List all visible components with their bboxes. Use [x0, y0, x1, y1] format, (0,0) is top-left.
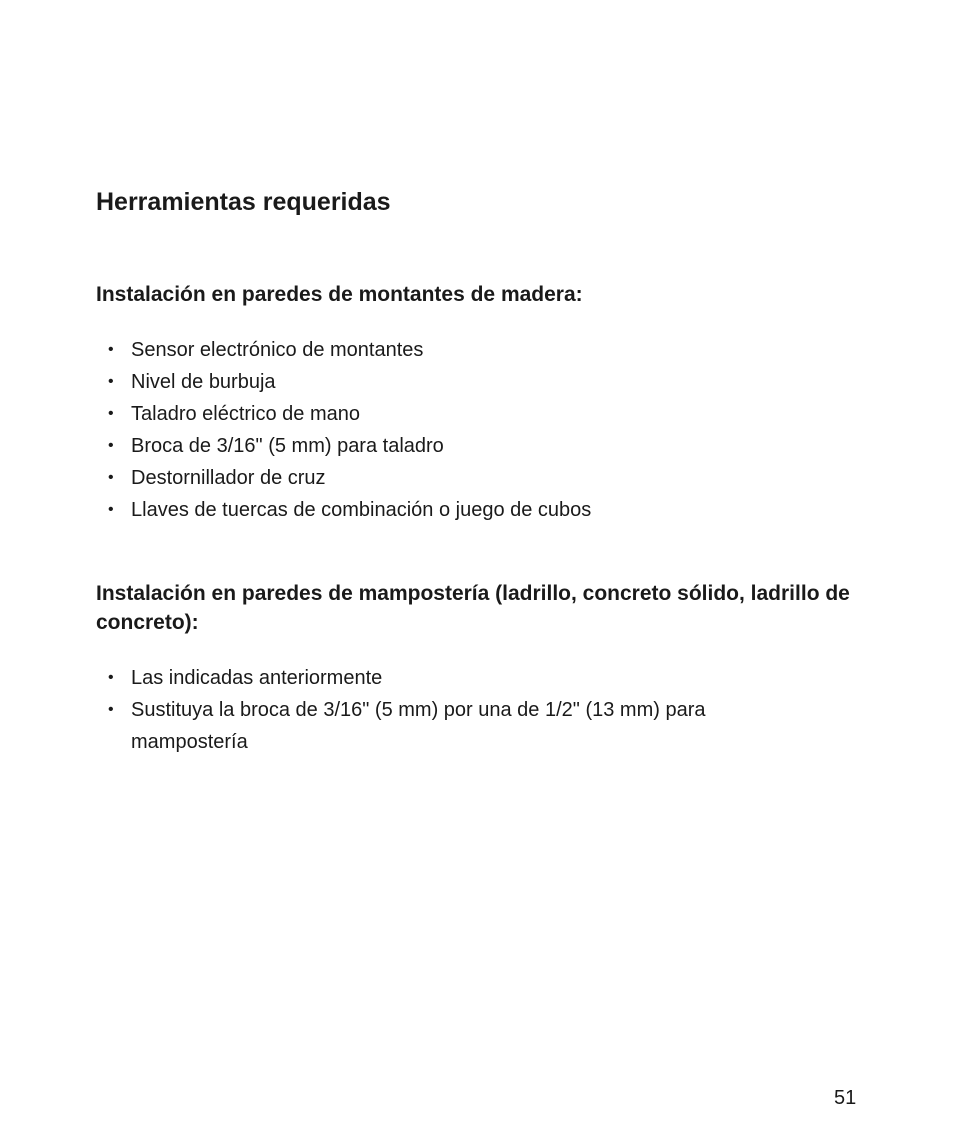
bullet-icon: •: [108, 501, 114, 518]
section-masonry-walls: [96, 579, 856, 758]
list-item: [96, 462, 731, 494]
tool-list: [96, 334, 876, 526]
list-item: [96, 430, 731, 462]
list-item-text: Nivel de burbuja: [131, 371, 276, 393]
list-item-text: Destornillador de cruz: [131, 467, 326, 489]
list-item-text: Sustituya la broca de 3/16" (5 mm) por una de 1/2" (13 mm) para mampostería: [131, 699, 706, 753]
list-item: [96, 662, 731, 694]
bullet-icon: •: [108, 469, 114, 486]
bullet-icon: •: [108, 341, 114, 358]
list-item: [96, 366, 731, 398]
list-item: [96, 398, 731, 430]
section-heading: Instalación en paredes de mampostería (ladrillo, concreto sólido, ladrillo de concreto):: [96, 582, 850, 634]
list-item: [96, 694, 731, 758]
list-item: [96, 494, 731, 526]
list-item-text: Sensor electrónico de montantes: [131, 339, 424, 361]
page-title: Herramientas requeridas: [96, 188, 391, 216]
list-item: [96, 334, 731, 366]
tool-list: [96, 662, 856, 758]
bullet-icon: •: [108, 405, 114, 422]
bullet-icon: •: [108, 437, 114, 454]
bullet-icon: •: [108, 701, 114, 718]
list-item-text: Broca de 3/16" (5 mm) para taladro: [131, 435, 444, 457]
page-number: 51: [834, 1087, 857, 1109]
list-item-text: Taladro eléctrico de mano: [131, 403, 361, 425]
section-heading: Instalación en paredes de montantes de madera:: [96, 283, 583, 306]
list-item-text: Llaves de tuercas de combinación o juego de cubos: [131, 499, 592, 521]
bullet-icon: •: [108, 373, 114, 390]
bullet-icon: •: [108, 669, 114, 686]
section-wood-stud-walls: [96, 280, 876, 526]
list-item-text: Las indicadas anteriormente: [131, 667, 383, 689]
